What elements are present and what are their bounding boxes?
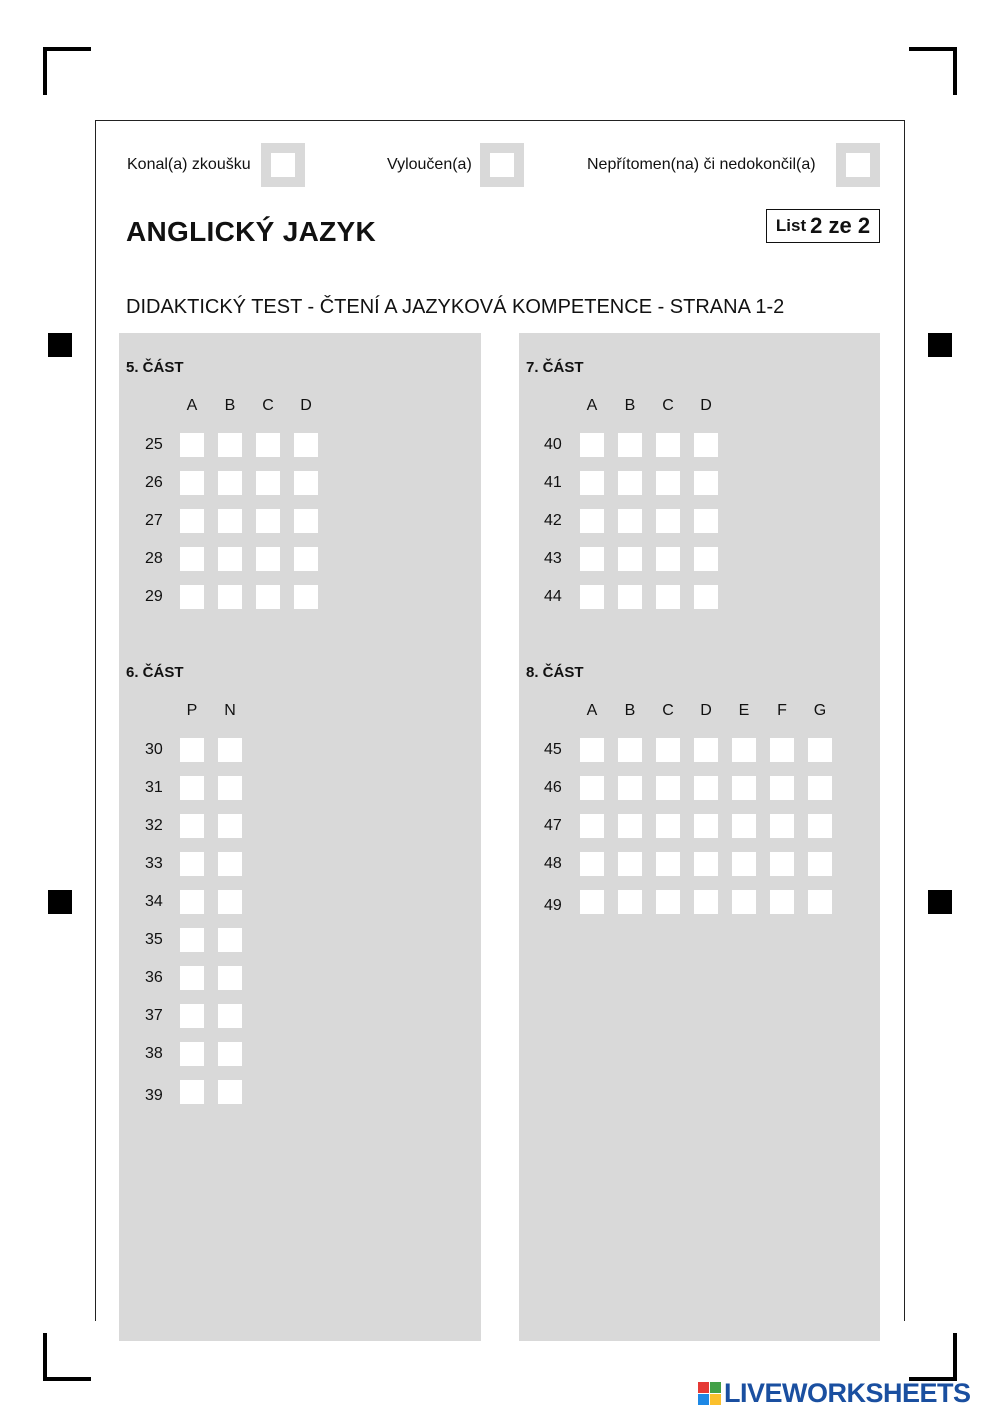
answer-box[interactable] xyxy=(294,509,318,533)
logo-icon-tile xyxy=(698,1394,709,1405)
answer-box[interactable] xyxy=(218,433,242,457)
answer-box[interactable] xyxy=(770,814,794,838)
column-header: B xyxy=(224,397,236,414)
liveworksheets-logo xyxy=(698,1378,971,1408)
question-number: 40 xyxy=(544,436,562,453)
answer-box[interactable] xyxy=(218,890,242,914)
answer-box[interactable] xyxy=(218,1080,242,1104)
column-header: C xyxy=(662,397,674,414)
answer-box[interactable] xyxy=(218,852,242,876)
logo-icon-tile xyxy=(710,1382,721,1393)
answer-box[interactable] xyxy=(694,814,718,838)
answer-box[interactable] xyxy=(770,852,794,876)
part-title: 6. ČÁST xyxy=(126,664,184,681)
question-number: 39 xyxy=(145,1087,163,1104)
answer-box[interactable] xyxy=(656,585,680,609)
question-number: 31 xyxy=(145,779,163,796)
answer-box[interactable] xyxy=(218,471,242,495)
column-header: N xyxy=(224,702,236,719)
answer-box[interactable] xyxy=(732,738,756,762)
answer-box[interactable] xyxy=(294,585,318,609)
answer-box[interactable] xyxy=(180,1042,204,1066)
column-header: D xyxy=(700,702,712,719)
answer-box[interactable] xyxy=(294,471,318,495)
column-header: C xyxy=(262,397,274,414)
question-number: 48 xyxy=(544,855,562,872)
registration-square-right-top xyxy=(928,333,952,357)
answer-box[interactable] xyxy=(180,852,204,876)
answer-box[interactable] xyxy=(694,890,718,914)
answer-box[interactable] xyxy=(618,433,642,457)
question-number: 47 xyxy=(544,817,562,834)
part-title: 5. ČÁST xyxy=(126,359,184,376)
answer-box[interactable] xyxy=(656,433,680,457)
answer-box[interactable] xyxy=(656,471,680,495)
test-subtitle: DIDAKTICKÝ TEST - ČTENÍ A JAZYKOVÁ KOMPETENCE - STRANA 1-2 xyxy=(126,296,785,318)
answer-box[interactable] xyxy=(618,776,642,800)
answer-box[interactable] xyxy=(580,814,604,838)
absent-label: Nepřítomen(na) či nedokončil(a) xyxy=(587,156,816,173)
answer-box[interactable] xyxy=(256,547,280,571)
column-header: B xyxy=(624,702,636,719)
answer-box[interactable] xyxy=(180,966,204,990)
column-header: A xyxy=(586,702,598,719)
answer-box[interactable] xyxy=(580,738,604,762)
answer-box[interactable] xyxy=(218,738,242,762)
answer-box[interactable] xyxy=(218,928,242,952)
answer-box[interactable] xyxy=(580,547,604,571)
answer-box[interactable] xyxy=(180,928,204,952)
answer-box[interactable] xyxy=(732,814,756,838)
column-header: E xyxy=(738,702,750,719)
answer-box[interactable] xyxy=(694,585,718,609)
sheet-number-box xyxy=(766,209,880,243)
logo-icon xyxy=(698,1382,721,1405)
answer-box[interactable] xyxy=(808,738,832,762)
answer-box[interactable] xyxy=(180,433,204,457)
part-title: 8. ČÁST xyxy=(526,664,584,681)
answer-box[interactable] xyxy=(180,776,204,800)
column-header: A xyxy=(586,397,598,414)
column-header: C xyxy=(662,702,674,719)
answer-box[interactable] xyxy=(618,509,642,533)
question-number: 33 xyxy=(145,855,163,872)
answer-box[interactable] xyxy=(580,585,604,609)
sheet-value: 2 ze 2 xyxy=(810,213,871,238)
registration-square-left-bottom xyxy=(48,890,72,914)
logo-icon-tile xyxy=(698,1382,709,1393)
answer-box[interactable] xyxy=(656,852,680,876)
corner-mark-top-right xyxy=(909,47,957,95)
answer-box[interactable] xyxy=(808,814,832,838)
logo-icon-tile xyxy=(710,1394,721,1405)
question-number: 30 xyxy=(145,741,163,758)
answer-box[interactable] xyxy=(656,738,680,762)
logo-text: LIVEWORKSHEETS xyxy=(724,1377,971,1408)
question-number: 41 xyxy=(544,474,562,491)
registration-square-right-bottom xyxy=(928,890,952,914)
question-number: 35 xyxy=(145,931,163,948)
answer-box[interactable] xyxy=(694,738,718,762)
answer-box[interactable] xyxy=(180,814,204,838)
answer-box[interactable] xyxy=(770,890,794,914)
answer-box[interactable] xyxy=(808,776,832,800)
answer-box[interactable] xyxy=(694,547,718,571)
column-header: G xyxy=(813,702,827,719)
answer-box[interactable] xyxy=(732,776,756,800)
answer-box[interactable] xyxy=(256,471,280,495)
column-header: F xyxy=(777,702,787,719)
answer-box[interactable] xyxy=(218,1004,242,1028)
answer-box[interactable] xyxy=(580,890,604,914)
answer-box[interactable] xyxy=(656,890,680,914)
answer-box[interactable] xyxy=(732,852,756,876)
answer-box[interactable] xyxy=(180,471,204,495)
question-number: 43 xyxy=(544,550,562,567)
answer-box[interactable] xyxy=(256,509,280,533)
answer-box[interactable] xyxy=(618,585,642,609)
answer-box[interactable] xyxy=(218,1042,242,1066)
answer-box[interactable] xyxy=(218,814,242,838)
answer-box[interactable] xyxy=(808,852,832,876)
answer-box[interactable] xyxy=(656,509,680,533)
answer-box[interactable] xyxy=(694,471,718,495)
excluded-label: Vyloučen(a) xyxy=(387,156,472,173)
question-number: 42 xyxy=(544,512,562,529)
answer-box[interactable] xyxy=(618,890,642,914)
question-number: 46 xyxy=(544,779,562,796)
answer-box[interactable] xyxy=(580,509,604,533)
page-title: ANGLICKÝ JAZYK xyxy=(126,216,376,247)
answer-box[interactable] xyxy=(656,547,680,571)
corner-mark-top-left xyxy=(43,47,91,95)
answer-box[interactable] xyxy=(580,776,604,800)
answer-box[interactable] xyxy=(294,547,318,571)
answer-box[interactable] xyxy=(732,890,756,914)
column-header: D xyxy=(300,397,312,414)
answer-box[interactable] xyxy=(180,509,204,533)
column-header: D xyxy=(700,397,712,414)
question-number: 45 xyxy=(544,741,562,758)
answer-box[interactable] xyxy=(218,966,242,990)
question-number: 34 xyxy=(145,893,163,910)
column-header: B xyxy=(624,397,636,414)
answer-box[interactable] xyxy=(580,852,604,876)
sheet-prefix: List xyxy=(775,216,807,235)
corner-mark-bottom-right xyxy=(909,1333,957,1381)
part-title: 7. ČÁST xyxy=(526,359,584,376)
answer-box[interactable] xyxy=(694,852,718,876)
answer-box[interactable] xyxy=(218,547,242,571)
answer-box[interactable] xyxy=(580,471,604,495)
answer-box[interactable] xyxy=(218,776,242,800)
answer-box[interactable] xyxy=(808,890,832,914)
question-number: 36 xyxy=(145,969,163,986)
answer-box[interactable] xyxy=(218,585,242,609)
answer-box[interactable] xyxy=(694,776,718,800)
answer-box[interactable] xyxy=(618,547,642,571)
answer-box[interactable] xyxy=(180,1080,204,1104)
registration-square-left-top xyxy=(48,333,72,357)
column-header: A xyxy=(186,397,198,414)
answer-box[interactable] xyxy=(180,585,204,609)
answer-box[interactable] xyxy=(618,814,642,838)
question-number: 49 xyxy=(544,897,562,914)
answer-box[interactable] xyxy=(256,585,280,609)
question-number: 28 xyxy=(145,550,163,567)
took-exam-label: Konal(a) zkoušku xyxy=(127,156,251,173)
took-exam-checkbox[interactable] xyxy=(261,143,305,187)
answer-box[interactable] xyxy=(256,433,280,457)
question-number: 32 xyxy=(145,817,163,834)
answer-box[interactable] xyxy=(218,509,242,533)
excluded-checkbox[interactable] xyxy=(480,143,524,187)
answer-box[interactable] xyxy=(580,433,604,457)
corner-mark-bottom-left xyxy=(43,1333,91,1381)
answer-box[interactable] xyxy=(656,776,680,800)
column-header: P xyxy=(186,702,198,719)
answer-box[interactable] xyxy=(180,890,204,914)
question-number: 37 xyxy=(145,1007,163,1024)
question-number: 27 xyxy=(145,512,163,529)
question-number: 26 xyxy=(145,474,163,491)
question-number: 29 xyxy=(145,588,163,605)
answer-box[interactable] xyxy=(180,1004,204,1028)
answer-box[interactable] xyxy=(694,433,718,457)
answer-box[interactable] xyxy=(618,738,642,762)
answer-box[interactable] xyxy=(180,738,204,762)
question-number: 38 xyxy=(145,1045,163,1062)
answer-box[interactable] xyxy=(770,776,794,800)
answer-box[interactable] xyxy=(180,547,204,571)
answer-box[interactable] xyxy=(656,814,680,838)
absent-checkbox[interactable] xyxy=(836,143,880,187)
question-number: 25 xyxy=(145,436,163,453)
answer-box[interactable] xyxy=(618,852,642,876)
answer-box[interactable] xyxy=(694,509,718,533)
answer-box[interactable] xyxy=(618,471,642,495)
answer-box[interactable] xyxy=(294,433,318,457)
question-number: 44 xyxy=(544,588,562,605)
answer-box[interactable] xyxy=(770,738,794,762)
